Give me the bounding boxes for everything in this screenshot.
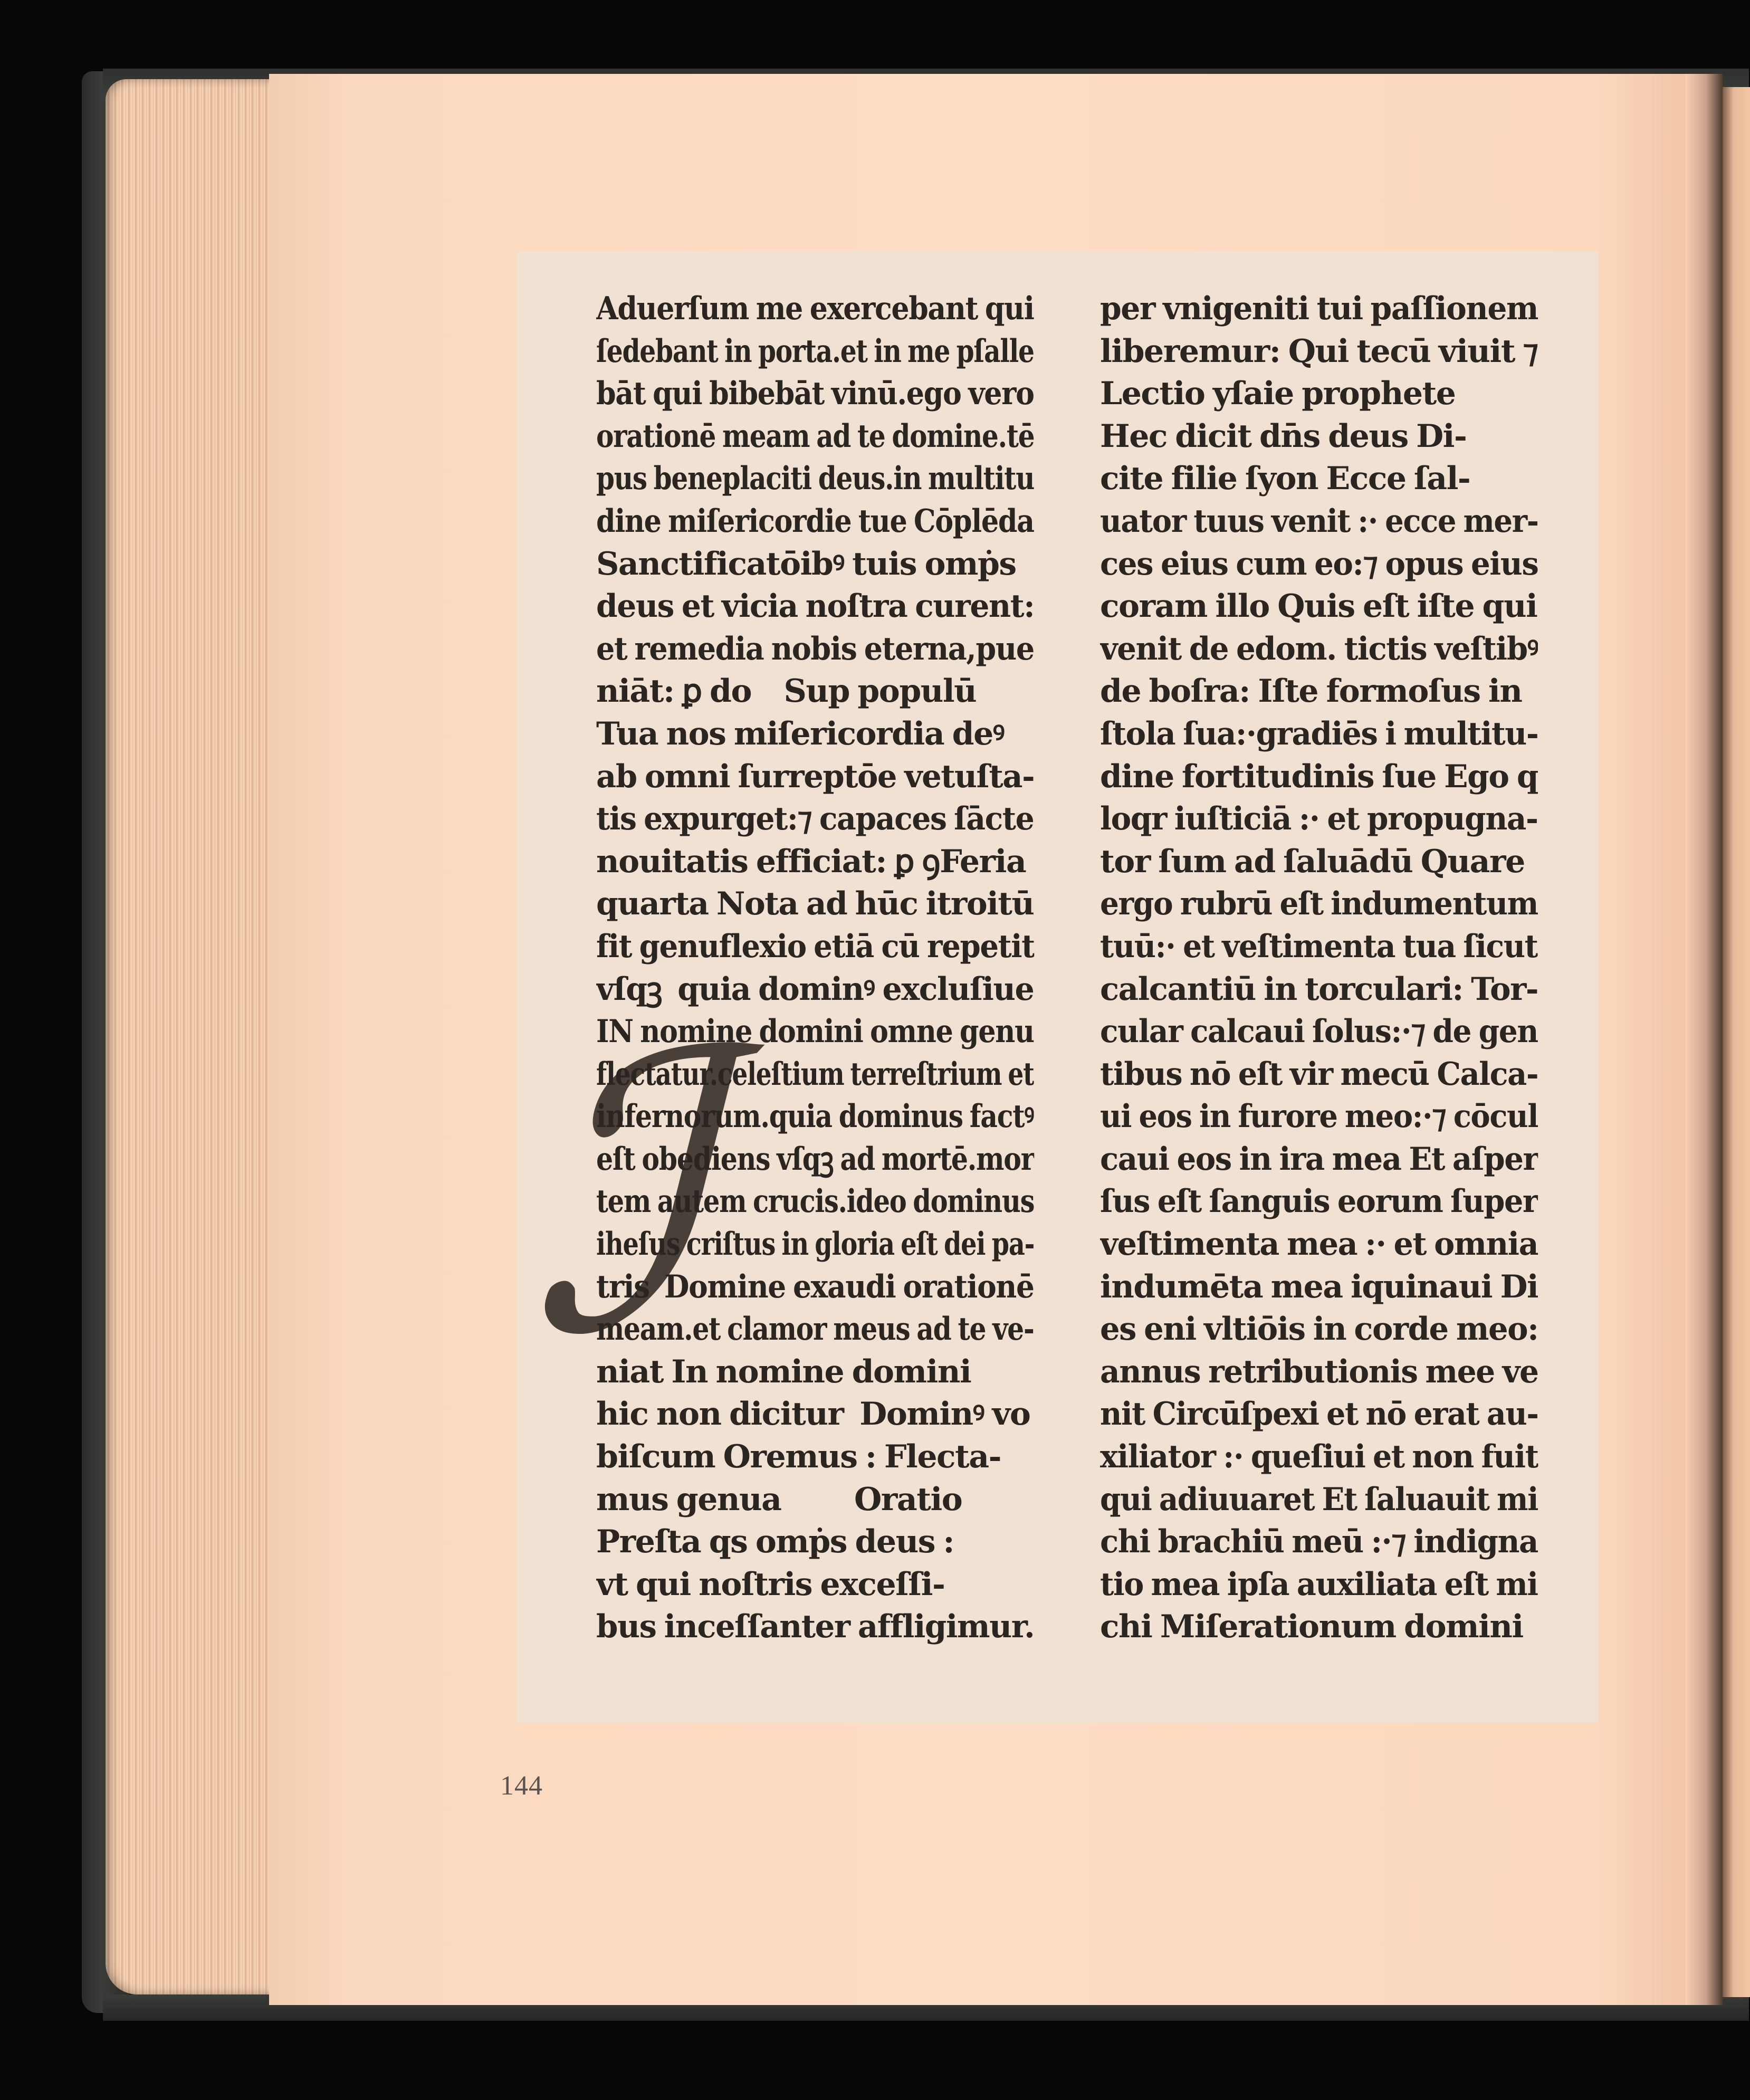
right-column-line: de boſra: Iſte formoſus in [1100, 673, 1522, 710]
right-column-line: cular calcaui ſolus:·⁊ de gen [1100, 1013, 1538, 1051]
left-column-line: biſcum Oremus : Flecta- [596, 1438, 1001, 1476]
left-column-line: tis expurget:⁊ capaces ſācte [596, 800, 1034, 838]
left-column-line: Aduerſum me exercebant qui [596, 290, 1034, 327]
right-column-line: ſtola ſua:·gradiēs i multitu- [1100, 715, 1538, 752]
right-column-line: liberemur: Qui tecū viuit ⁊ [1100, 332, 1538, 370]
right-column-line: cite filie ſyon Ecce ſal- [1100, 460, 1470, 498]
left-column-line: infernorum.quia dominus factꝰ [596, 1098, 1034, 1135]
left-column-line: niat In nomine domini [596, 1353, 971, 1390]
right-column-line: dine fortitudinis ſue Ego q [1100, 758, 1538, 795]
right-column-line: venit de edom. tictis veſtibꝰ [1100, 630, 1538, 667]
right-column-line: tuū:· et veſtimenta tua ſicut [1100, 928, 1538, 965]
left-column-line: ab omni ſurreptōe vetuſta- [596, 758, 1035, 795]
left-column-line: et remedia nobis eterna,pue [596, 630, 1034, 667]
decorated-initial-i: ℐ [528, 971, 709, 1419]
left-column-line: dine miſericordie tue Cōplēda [596, 502, 1034, 540]
left-column-line: nouitatis efficiat: ꝑ ꝯFeria [596, 843, 1026, 880]
left-column-line: quarta Nota ad hūc itroitū [596, 885, 1034, 923]
page-edges [106, 79, 280, 1994]
left-column-line: meam.et clamor meus ad te ve- [596, 1311, 1034, 1348]
right-column-line: nit Circūſpexi et nō erat au- [1100, 1396, 1538, 1433]
left-column-line: flectatur.celeſtium terreſtrium et [596, 1055, 1034, 1093]
left-column-line: bāt qui bibebāt vinū.ego vero [596, 375, 1034, 413]
left-column-line: Preſta qs omṗs deus : [596, 1523, 954, 1561]
text-column-left [596, 288, 1034, 1648]
right-column-line: annus retributionis mee ve [1100, 1353, 1538, 1390]
right-column-line: ergo rubrū eſt indumentum [1100, 885, 1538, 923]
left-column-line: Sanctificatōibꝰ tuis omṗs [596, 545, 1016, 583]
right-column-line: veſtimenta mea :· et omnia [1100, 1226, 1538, 1263]
left-column-line: tris Domine exaudi orationē [596, 1268, 1034, 1305]
left-column-line: pus beneplaciti deus.in multitu [596, 460, 1034, 498]
right-column-line: Lectio yſaie prophete [1100, 375, 1456, 413]
right-column-line: loqr iuſticiā :· et propugna- [1100, 800, 1538, 838]
left-column-line: deus et vicia noſtra curent: [596, 588, 1035, 625]
right-column-line: chi Miſerationum domini [1100, 1608, 1523, 1646]
right-column-line: tibus nō eſt vir mecū Calca- [1100, 1055, 1538, 1093]
right-column-line: chi brachiū meū :·⁊ indigna [1100, 1523, 1538, 1561]
right-column-line: indumēta mea iquinaui Di [1100, 1268, 1538, 1305]
left-column-line: ſedebant in porta.et in me pſalle [596, 332, 1034, 370]
right-column-line: ſus eſt ſanguis eorum ſuper [1100, 1183, 1538, 1220]
facing-page-edge [1723, 87, 1750, 1997]
right-column-line: Hec dicit dn̄s deus Di- [1100, 417, 1467, 455]
left-column-line: niāt: ꝑ do Sup populū [596, 673, 977, 710]
text-column-right [1100, 288, 1538, 1648]
left-column-line: mus genua Oratio [596, 1481, 962, 1518]
left-column-line: Tua nos miſericordia deꝰ [596, 715, 1005, 752]
left-column-line: IN nomine domini omne genu [596, 1013, 1034, 1051]
left-column-line: bus inceſſanter affligimur. [596, 1608, 1034, 1646]
right-column-line: ui eos in furore meo:·⁊ cōcul [1100, 1098, 1538, 1135]
right-column-line: uator tuus venit :· ecce mer- [1100, 502, 1538, 540]
left-column-line: fit genuflexio etiā cū repetit [596, 928, 1035, 965]
page-gutter [1686, 74, 1723, 2005]
left-column-line: vſqꝫ quia dominꝰ excluſiue [596, 970, 1034, 1008]
left-column-line: orationē meam ad te domine.tē [596, 417, 1034, 455]
right-column-line: calcantiū in torculari: Tor- [1100, 970, 1538, 1008]
left-column-line: iheſus criſtus in gloria eſt dei pa- [596, 1226, 1035, 1263]
right-column-line: qui adiuuaret Et ſaluauit mi [1100, 1481, 1538, 1518]
left-column-line: hic non dicitur Dominꝰ vo [596, 1396, 1030, 1433]
right-column-line: ces eius cum eo:⁊ opus eius [1100, 545, 1538, 583]
right-column-line: tio mea ipſa auxiliata eſt mi [1100, 1566, 1538, 1603]
right-column-line: tor ſum ad ſaluādū Quare [1100, 843, 1525, 880]
right-column-line: xiliator :· queſiui et non fuit [1100, 1438, 1538, 1476]
right-column-line: es eni vltiōis in corde meo: [1100, 1311, 1538, 1348]
left-column-line: eſt obediens vſqꝫ ad mortē.mor [596, 1140, 1035, 1178]
right-column-line: caui eos in ira mea Et aſper [1100, 1140, 1538, 1178]
right-column-line: coram illo Quis eſt iſte qui [1100, 588, 1537, 625]
left-column-line: vt qui noſtris exceſſi- [596, 1566, 945, 1603]
right-column-line: per vnigeniti tui paſſionem [1100, 290, 1538, 327]
left-column-line: tem autem crucis.ideo dominus [596, 1183, 1034, 1220]
page-number: 144 [500, 1771, 543, 1801]
